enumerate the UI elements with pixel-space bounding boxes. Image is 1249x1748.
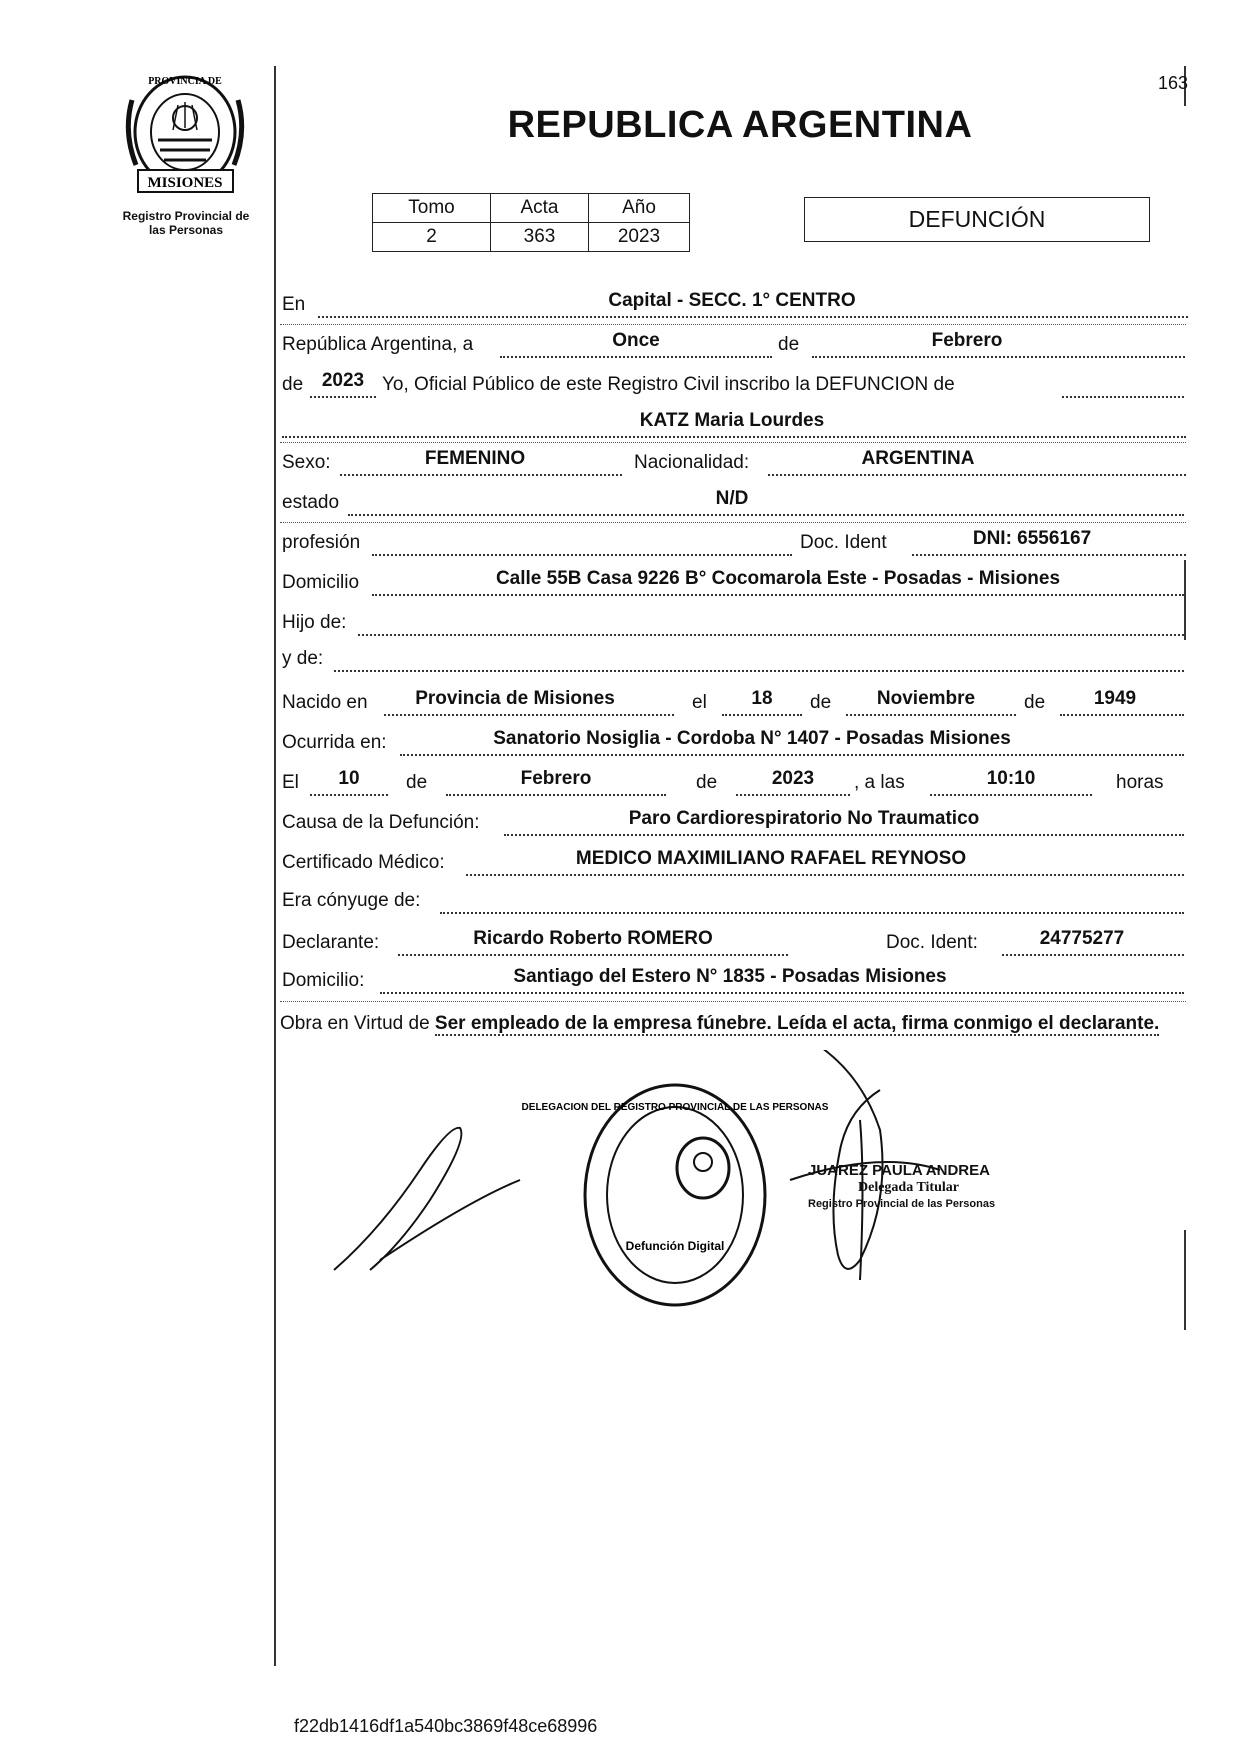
row-profession: profesión Doc. Ident DNI: 6556167	[282, 528, 1182, 558]
svg-text:MISIONES: MISIONES	[147, 175, 223, 191]
row-birth: Nacido en Provincia de Misiones el 18 de Noviembre de 1949	[282, 688, 1182, 718]
obra-value: Ser empleado de la empresa fúnebre. Leída el acta, firma conmigo el declarante.	[434, 1013, 1160, 1034]
row-separator	[280, 522, 1186, 523]
address-value: Calle 55B Casa 9226 B° Cocomarola Este - Posadas - Misiones	[495, 568, 1061, 589]
official-stamp	[585, 1085, 765, 1305]
row-date: República Argentina, a Once de Febrero	[282, 330, 1182, 360]
value-tomo: 2	[373, 223, 491, 252]
row-address: Domicilio Calle 55B Casa 9226 B° Cocomarola Este - Posadas - Misiones	[282, 568, 1182, 598]
act-type-box: DEFUNCIÓN	[804, 197, 1150, 242]
sex-value: FEMENINO	[424, 448, 526, 469]
header-ano: Año	[589, 194, 690, 223]
value-acta: 363	[491, 223, 589, 252]
declarant-name: Ricardo Roberto ROMERO	[473, 928, 713, 949]
row-separator	[280, 442, 1186, 443]
death-time: 10:10	[986, 768, 1036, 789]
nationality-value: ARGENTINA	[861, 448, 975, 469]
row-declarant-address: Domicilio: Santiago del Estero N° 1835 - Posadas Misiones	[282, 966, 1182, 996]
row-occurred: Ocurrida en: Sanatorio Nosiglia - Cordoba N° 1407 - Posadas Misiones	[282, 728, 1182, 758]
province-seal-logo	[118, 70, 253, 200]
left-margin-line	[274, 66, 276, 1666]
row-death-date: El 10 de Febrero de 2023 , a las 10:10 horas	[282, 768, 1182, 798]
row-spouse: Era cónyuge de:	[282, 886, 1182, 916]
row-declaration: de 2023 Yo, Oficial Público de este Registro Civil inscribo la DEFUNCION de	[282, 370, 1182, 400]
birth-month: Noviembre	[876, 688, 976, 709]
registry-caption: Registro Provincial de las Personas	[122, 209, 250, 237]
birth-year: 1949	[1093, 688, 1137, 709]
birth-day: 18	[751, 688, 773, 709]
year-value: 2023	[321, 370, 365, 391]
right-margin-line	[1184, 560, 1186, 640]
declarant-signature	[334, 1128, 520, 1270]
row-declarant: Declarante: Ricardo Roberto ROMERO Doc. Ident: 24775277	[282, 928, 1182, 958]
row-father: Hijo de:	[282, 608, 1182, 638]
deceased-name: KATZ Maria Lourdes	[639, 410, 825, 431]
row-status: estado N/D	[282, 488, 1182, 518]
occurred-place: Sanatorio Nosiglia - Cordoba N° 1407 - Posadas Misiones	[493, 728, 1011, 749]
header-tomo: Tomo	[373, 194, 491, 223]
signatures-and-stamp	[320, 1050, 1200, 1310]
row-place: En Capital - SECC. 1° CENTRO	[282, 290, 1182, 320]
row-deceased	[282, 410, 1182, 440]
stamp-ring-text: DELEGACION DEL REGISTRO PROVINCIAL DE LAS PERSONAS	[521, 1102, 829, 1113]
obra-text: Obra en Virtud de Ser empleado de la empresa fúnebre. Leída el acta, firma conmigo el declarante.	[280, 1013, 1160, 1034]
registry-table	[372, 193, 690, 252]
page-title: REPUBLICA ARGENTINA	[507, 104, 973, 146]
day-words: Once	[612, 330, 660, 351]
status-value: N/D	[715, 488, 749, 509]
month-words: Febrero	[931, 330, 1003, 351]
row-sex: Sexo: FEMENINO Nacionalidad: ARGENTINA	[282, 448, 1182, 478]
doc-value: DNI: 6556167	[972, 528, 1092, 549]
certificate-value: MEDICO MAXIMILIANO RAFAEL REYNOSO	[575, 848, 967, 869]
death-day: 10	[338, 768, 360, 789]
value-ano: 2023	[589, 223, 690, 252]
declarant-doc: 24775277	[1039, 928, 1125, 949]
row-cause: Causa de la Defunción: Paro Cardiorespiratorio No Traumatico	[282, 808, 1182, 838]
cause-value: Paro Cardiorespiratorio No Traumatico	[628, 808, 980, 829]
place-value: Capital - SECC. 1° CENTRO	[608, 290, 856, 311]
svg-text:PROVINCIA DE: PROVINCIA DE	[148, 76, 222, 87]
declarant-address: Santiago del Estero N° 1835 - Posadas Misiones	[513, 966, 947, 987]
document-hash: f22db1416df1a540bc3869f48ce68996	[294, 1716, 598, 1736]
death-month: Febrero	[520, 768, 592, 789]
row-separator	[280, 324, 1186, 325]
row-certificate: Certificado Médico: MEDICO MAXIMILIANO RAFAEL REYNOSO	[282, 848, 1182, 878]
death-year: 2023	[771, 768, 815, 789]
header-acta: Acta	[491, 194, 589, 223]
stamp-inner-text: Defunción Digital	[625, 1239, 725, 1253]
officer-stamp-text: JUAREZ PAULA ANDREA Delegada Titular Registro Provincial de las Personas	[808, 1162, 996, 1210]
page-number: 163	[1158, 73, 1189, 93]
birth-place: Provincia de Misiones	[415, 688, 615, 709]
row-separator	[280, 1001, 1186, 1002]
row-mother: y de:	[282, 644, 1182, 674]
